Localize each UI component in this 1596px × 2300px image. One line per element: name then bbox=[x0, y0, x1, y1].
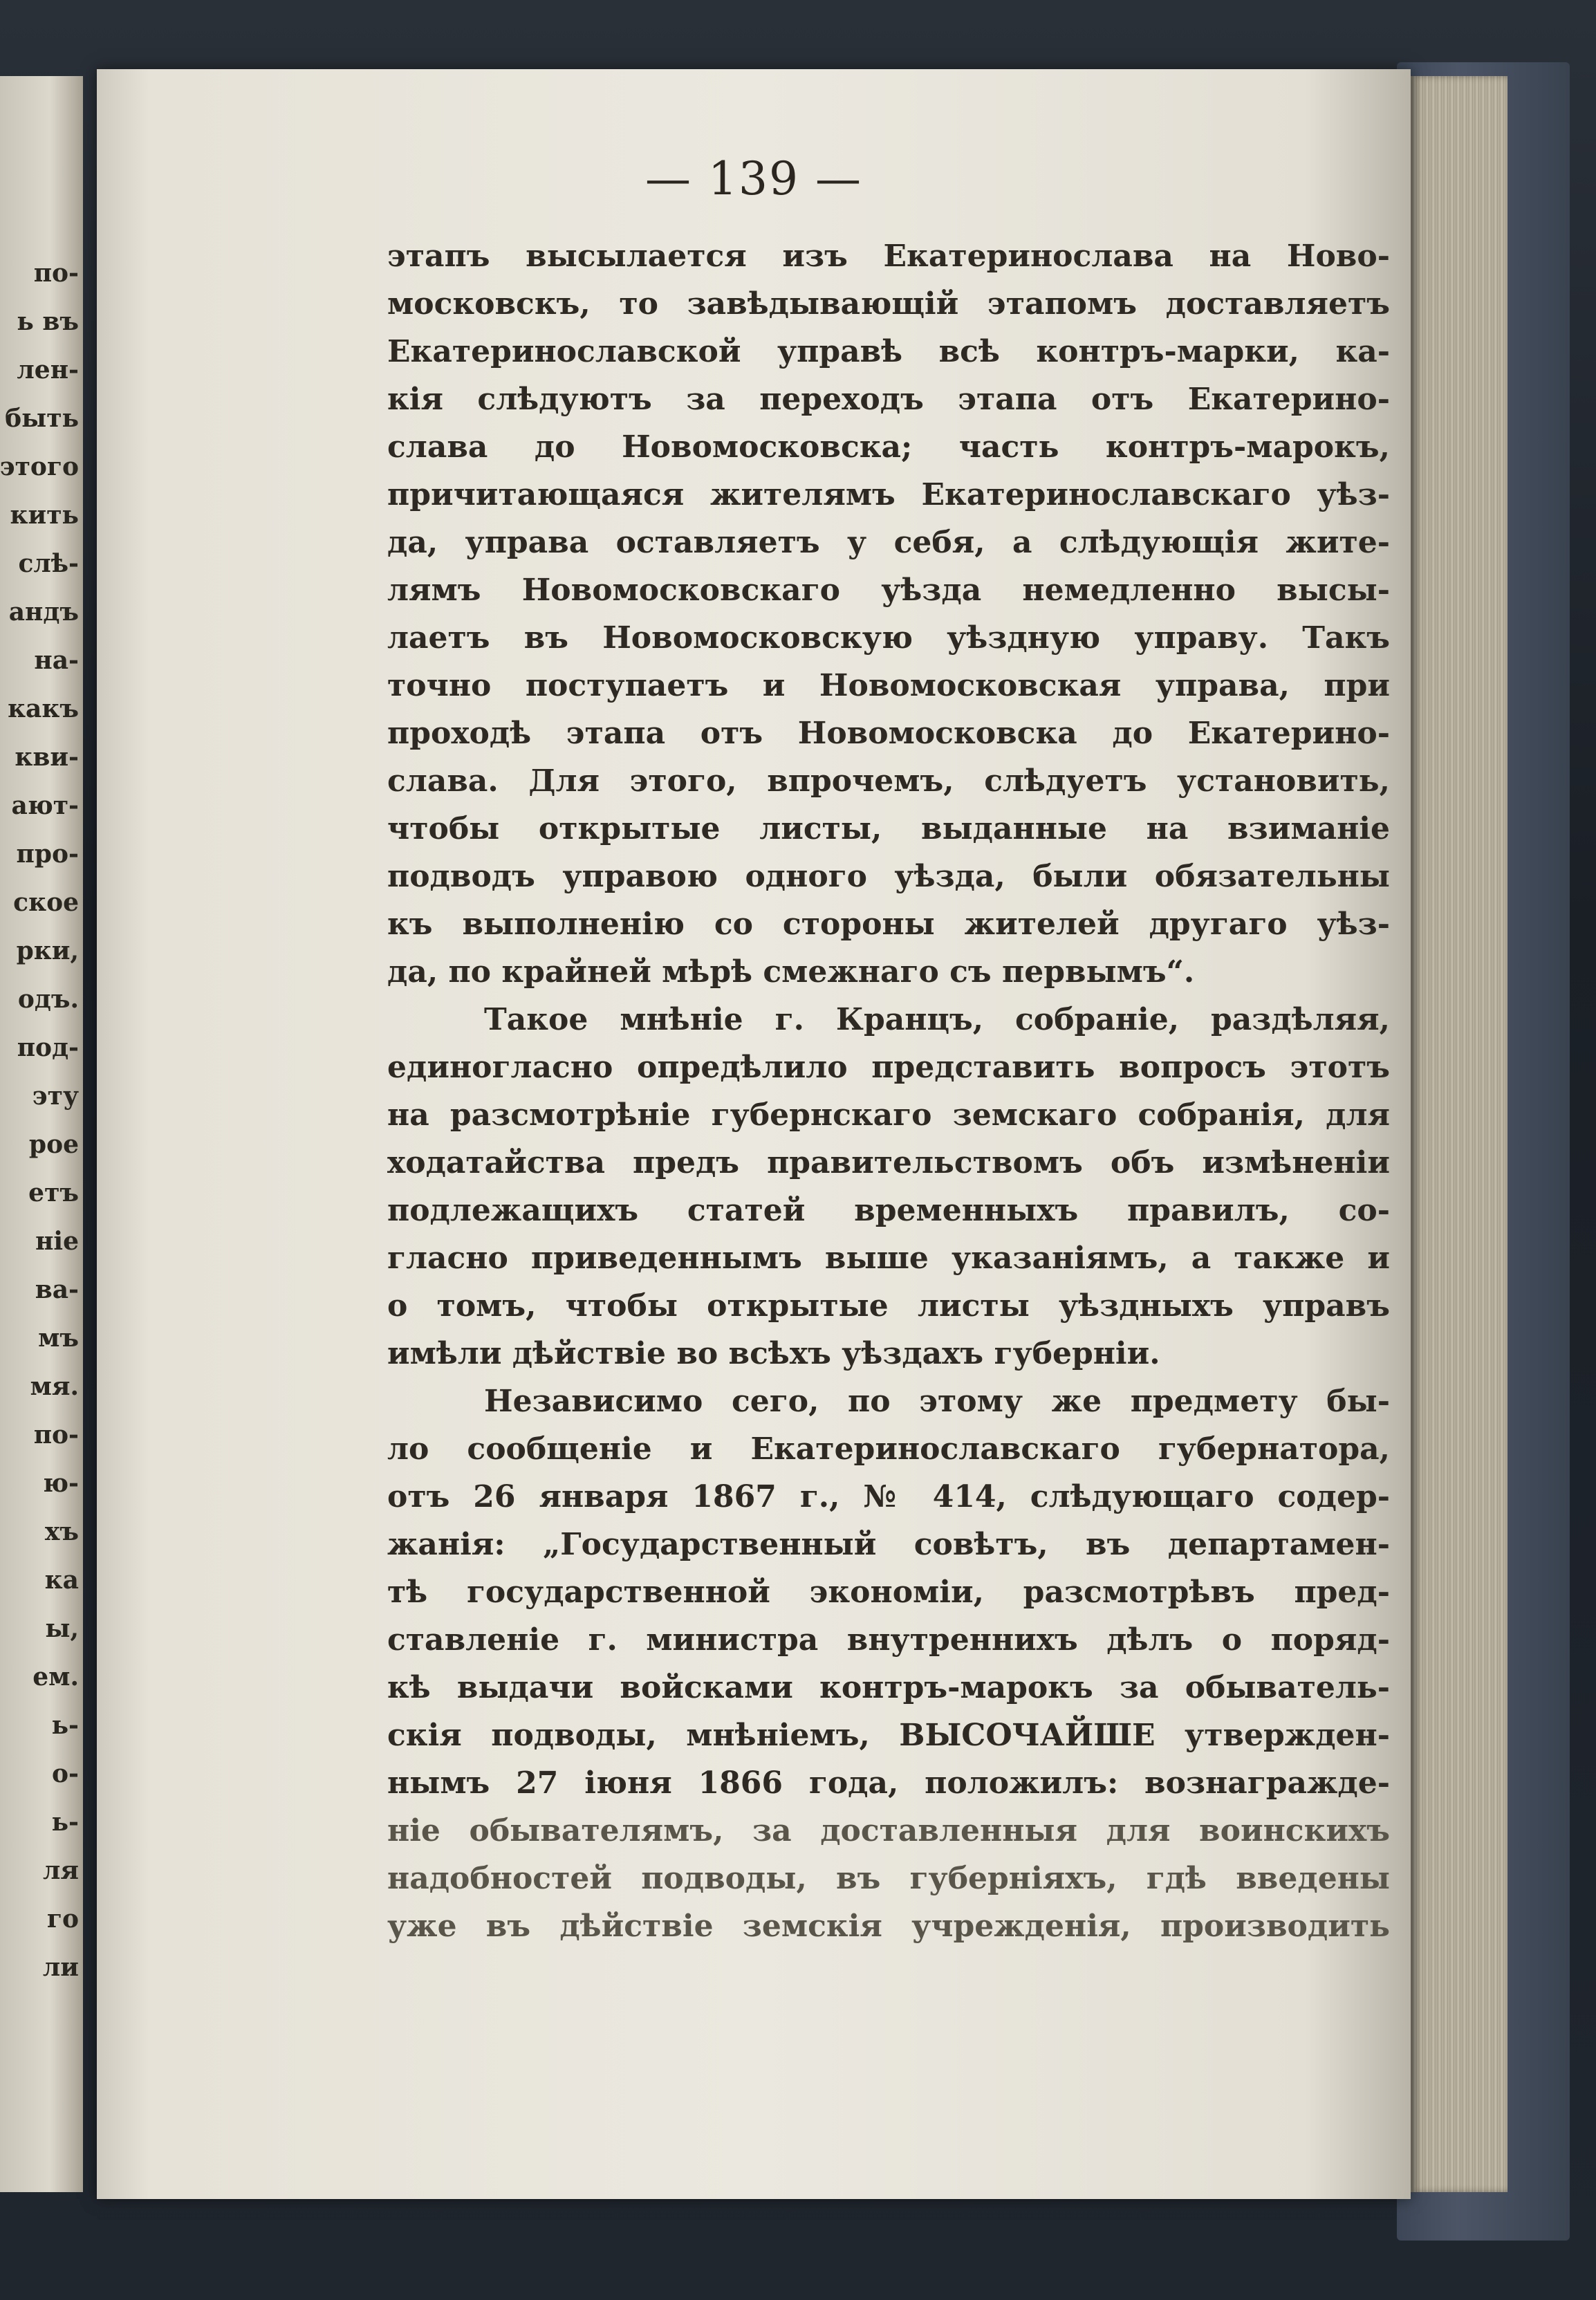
text-line: слава. Для этого, впрочемъ, слѣдуетъ установить, bbox=[387, 763, 1390, 799]
text-line: имѣли дѣйствіе во всѣхъ уѣздахъ губерніи. bbox=[387, 1336, 1160, 1371]
text-line: подлежащихъ статей временныхъ правилъ, со- bbox=[387, 1193, 1390, 1228]
book-page bbox=[97, 69, 1411, 2199]
left-page-line: какъ bbox=[8, 694, 79, 723]
left-page-line: рое bbox=[28, 1130, 79, 1159]
left-page-line: по- bbox=[33, 1420, 79, 1449]
left-page-line: лен- bbox=[17, 355, 79, 384]
text-line: единогласно опредѣлило представить вопросъ этотъ bbox=[387, 1050, 1390, 1085]
left-page-line: ва- bbox=[35, 1275, 79, 1304]
left-page-line: ем. bbox=[33, 1662, 79, 1691]
text-line: уже въ дѣйствіе земскія учрежденія, производить bbox=[387, 1909, 1390, 1944]
left-page-line: под- bbox=[17, 1033, 79, 1062]
left-page-line: ли bbox=[42, 1953, 79, 1982]
left-page-line: слѣ- bbox=[18, 549, 79, 578]
text-line: къ выполненію со стороны жителей другаго уѣз- bbox=[387, 907, 1390, 942]
left-page-line: на- bbox=[34, 646, 79, 675]
text-line: слава до Новомосковска; часть контръ-марокъ, bbox=[387, 429, 1390, 465]
text-line: кія слѣдуютъ за переходъ этапа отъ Екатерино- bbox=[387, 382, 1390, 417]
left-page-line: хъ bbox=[44, 1517, 79, 1546]
text-line: ніе обывателямъ, за доставленныя для воинскихъ bbox=[387, 1813, 1390, 1848]
text-line: да, по крайней мѣрѣ смежнаго съ первымъ“. bbox=[387, 954, 1195, 990]
text-line: тѣ государственной экономіи, разсмотрѣвъ пред- bbox=[387, 1575, 1390, 1610]
body-text bbox=[387, 232, 1390, 1950]
text-line: ставленіе г. министра внутреннихъ дѣлъ о поряд- bbox=[387, 1622, 1390, 1658]
left-page-line: кить bbox=[10, 501, 79, 530]
left-page-line: кви- bbox=[15, 743, 79, 772]
text-line: на разсмотрѣніе губернскаго земскаго собранія, для bbox=[387, 1097, 1390, 1133]
left-page-line: ы, bbox=[45, 1614, 79, 1643]
text-line: этапъ высылается изъ Екатеринослава на Ново- bbox=[387, 239, 1390, 274]
text-line: жанія: „Государственный совѣтъ, въ департамен- bbox=[387, 1527, 1390, 1562]
text-line: отъ 26 января 1867 г., № 414, слѣдующаго содер- bbox=[387, 1479, 1390, 1514]
text-line: скія подводы, мнѣніемъ, ВЫСОЧАЙШЕ утвержден- bbox=[387, 1718, 1390, 1753]
text-line: точно поступаетъ и Новомосковская управа, при bbox=[387, 668, 1390, 703]
text-line: проходѣ этапа отъ Новомосковска до Екатерино- bbox=[387, 716, 1390, 751]
left-page-line: о- bbox=[52, 1759, 79, 1788]
left-page-line: ь- bbox=[51, 1711, 79, 1740]
left-page-line: ка bbox=[44, 1566, 79, 1595]
text-line: подводъ управою одного уѣзда, были обязательны bbox=[387, 859, 1390, 894]
page-number: — 139 — bbox=[645, 152, 862, 205]
text-line: надобностей подводы, въ губерніяхъ, гдѣ введены bbox=[387, 1861, 1390, 1896]
text-line: причитающаяся жителямъ Екатеринославскаго уѣз- bbox=[387, 477, 1390, 512]
text-line: чтобы открытые листы, выданные на взиманіе bbox=[387, 811, 1390, 846]
left-page-line: ь- bbox=[51, 1808, 79, 1837]
text-line: нымъ 27 іюня 1866 года, положилъ: вознагражде- bbox=[387, 1765, 1390, 1801]
paragraph-start-line: Такое мнѣніе г. Кранцъ, собраніе, раздѣляя, bbox=[484, 1002, 1390, 1037]
text-line: московскъ, то завѣдывающій этапомъ доставляетъ bbox=[387, 286, 1390, 322]
text-line: Екатеринославской управѣ всѣ контръ-марки, ка- bbox=[387, 334, 1390, 369]
left-page-line: ское bbox=[13, 888, 79, 917]
text-line: кѣ выдачи войсками контръ-марокъ за обыватель- bbox=[387, 1670, 1390, 1705]
left-page-line: етъ bbox=[28, 1178, 79, 1207]
left-page-line: андъ bbox=[8, 597, 79, 627]
left-page-line: про- bbox=[16, 840, 79, 869]
page-edges bbox=[1411, 76, 1507, 2192]
text-line: о томъ, чтобы открытые листы уѣздныхъ управъ bbox=[387, 1288, 1390, 1324]
text-line: лямъ Новомосковскаго уѣзда немедленно высы- bbox=[387, 573, 1390, 608]
left-page-line: ля bbox=[43, 1856, 79, 1885]
paragraph-start-line: Независимо сего, по этому же предмету бы- bbox=[484, 1384, 1390, 1419]
left-page-line: го bbox=[46, 1904, 79, 1933]
text-line: гласно приведеннымъ выше указаніямъ, а также и bbox=[387, 1241, 1390, 1276]
left-page-line: мъ bbox=[38, 1324, 79, 1353]
left-page-line: по- bbox=[33, 259, 79, 288]
text-line: да, управа оставляетъ у себя, а слѣдующія жите- bbox=[387, 525, 1390, 560]
text-line: ло сообщеніе и Екатеринославскаго губернатора, bbox=[387, 1431, 1390, 1467]
left-page-line: этого bbox=[0, 452, 79, 481]
left-page-line: быть bbox=[5, 404, 79, 433]
left-page-line: ь въ bbox=[17, 307, 79, 336]
text-line: лаетъ въ Новомосковскую уѣздную управу. Такъ bbox=[387, 620, 1390, 656]
text-line: ходатайства предъ правительствомъ объ измѣненіи bbox=[387, 1145, 1390, 1180]
left-page-line: ю- bbox=[43, 1469, 79, 1498]
left-page-line: эту bbox=[32, 1082, 79, 1111]
left-page-line: мя. bbox=[30, 1372, 79, 1401]
left-page-line: рки, bbox=[16, 936, 79, 965]
previous-page-edge bbox=[0, 76, 83, 2192]
left-page-line: одъ. bbox=[17, 985, 79, 1014]
left-page-line: ніе bbox=[35, 1227, 79, 1256]
left-page-line: ают- bbox=[11, 791, 79, 820]
